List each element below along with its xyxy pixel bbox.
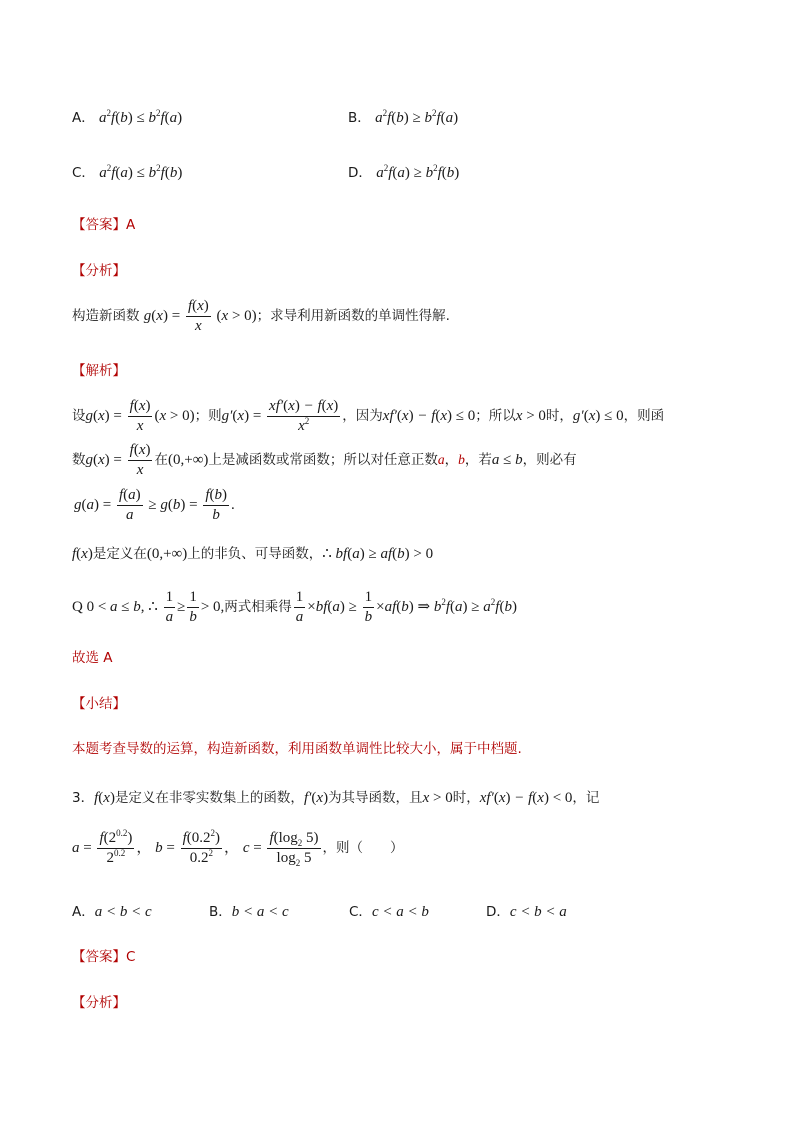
formula: ∴ bf(a) ≥ af(b) > 0 bbox=[322, 546, 434, 562]
text-span: 数 bbox=[72, 451, 86, 468]
formula: g(x) = $\frac{f(x)}{x}$ bbox=[85, 442, 151, 478]
option-c bbox=[72, 161, 182, 182]
text-span: 上的非负、可导函数， bbox=[187, 546, 323, 562]
var-b: b bbox=[458, 451, 465, 467]
formula: (0,+∞) bbox=[146, 546, 188, 562]
text-span: 是定义在 bbox=[92, 546, 147, 562]
formula: a ≤ b bbox=[491, 451, 523, 468]
formula: f(x) bbox=[72, 546, 93, 562]
text-span: ，若 bbox=[464, 451, 492, 468]
solution-tag: 【解析】 bbox=[72, 363, 126, 379]
answer-value: A bbox=[126, 217, 136, 233]
option-label: A． bbox=[72, 110, 95, 126]
option-label: C． bbox=[72, 165, 95, 181]
option-expr: $a^2f(b) \ge b^2f(a)$ bbox=[375, 108, 459, 126]
question-3-definitions bbox=[72, 830, 404, 867]
question-number: 3． bbox=[72, 790, 95, 806]
text-span: 为其导函数，且 bbox=[328, 790, 423, 806]
option-label: B． bbox=[348, 110, 371, 126]
text-span: ，记 bbox=[572, 790, 600, 806]
formula: Q 0 < a ≤ b, ∴ $\frac{1}{a}$ ≥ $\frac{1}{b}$ > 0, bbox=[72, 589, 225, 625]
option-a bbox=[72, 106, 182, 127]
option-label: D． bbox=[348, 165, 372, 181]
option-b bbox=[348, 106, 458, 127]
text-span: 两式相乘得 bbox=[224, 598, 292, 615]
q3-option-a bbox=[72, 900, 152, 921]
analysis-text bbox=[72, 298, 450, 335]
answer-tag: 【答案】 bbox=[72, 949, 126, 965]
text-span: 在 bbox=[154, 451, 168, 468]
text-span: 时， bbox=[545, 407, 573, 424]
text-span: ，则（ ） bbox=[322, 839, 404, 856]
option-d bbox=[348, 161, 459, 182]
option-label: A． bbox=[72, 904, 95, 920]
solution-line-2 bbox=[72, 442, 577, 479]
text-span: ，因为 bbox=[342, 407, 383, 424]
formula: g′(x) = $\frac{xf'(x) - f(x)}{x^2}$ bbox=[221, 398, 339, 434]
summary-text: 本题考查导数的运算，构造新函数，利用函数单调性比较大小，属于中档题. bbox=[72, 741, 522, 757]
q3-option-b bbox=[209, 900, 289, 921]
text-span: ；求导利用新函数的单调性得解. bbox=[256, 307, 450, 324]
formula: x > 0 bbox=[422, 790, 453, 806]
analysis-tag: 【分析】 bbox=[72, 263, 126, 279]
text-span: 是定义在非零实数集上的函数， bbox=[114, 790, 304, 806]
formula: (0,+∞) bbox=[167, 451, 209, 468]
q3-option-d bbox=[486, 900, 567, 921]
answer-value: C bbox=[126, 949, 136, 965]
conclusion: 故选 A bbox=[72, 650, 113, 666]
formula: g′(x) ≤ 0 bbox=[572, 407, 624, 424]
formula: g(a) = $\frac{f(a)}{a}$ ≥ g(b) = $\frac{f(b)}{b}$ . bbox=[74, 487, 235, 523]
formula: g(x) = $\frac{f(x)}{x}$ (x > 0) bbox=[85, 398, 195, 434]
formula: x > 0 bbox=[515, 407, 546, 424]
text-span: 时， bbox=[452, 790, 480, 806]
option-label: D． bbox=[486, 904, 510, 920]
text-span: 构造新函数 bbox=[72, 307, 140, 324]
text-span: ，则函 bbox=[623, 407, 665, 424]
option-label: C． bbox=[349, 904, 372, 920]
q3-answer-line bbox=[72, 945, 135, 965]
answer-line bbox=[72, 213, 135, 233]
formula: a = $\frac{f(2^{0.2})}{2^{0.2}}$ ， b = $\frac{f(0.2^2)}{0.2^2}$ ， c = $\frac{f(\log_2 5)}{\log_2 5}$ bbox=[72, 828, 319, 868]
option-expr: c < a < b bbox=[371, 904, 429, 920]
text-span: ；所以 bbox=[475, 407, 516, 424]
solution-line-4 bbox=[72, 542, 433, 563]
formula: xf′(x) − f(x) < 0 bbox=[479, 790, 573, 806]
option-label: B． bbox=[209, 904, 232, 920]
option-expr: c < b < a bbox=[509, 904, 567, 920]
text-span: ， bbox=[444, 451, 459, 468]
text-span: 上是减函数或常函数；所以对任意正数 bbox=[208, 451, 438, 468]
summary-tag: 【小结】 bbox=[72, 696, 126, 712]
formula: g(x) = $\frac{f(x)}{x}$ (x > 0) bbox=[143, 298, 257, 334]
solution-line-3 bbox=[74, 487, 235, 524]
solution-line-1 bbox=[72, 398, 664, 435]
text-span: ，则必有 bbox=[522, 451, 577, 468]
option-expr: $a^2f(b) \le b^2f(a)$ bbox=[99, 108, 183, 126]
text-span: 设 bbox=[72, 407, 86, 424]
formula: xf′(x) − f(x) ≤ 0 bbox=[382, 407, 476, 424]
formula: $\frac{1}{a}$ ×bf(a) ≥ $\frac{1}{b}$ ×af(b) ⇒ $b^2f(a) \ge a^2f(b)$ bbox=[295, 589, 517, 625]
var-a: a bbox=[437, 451, 445, 467]
formula: f′(x) bbox=[303, 790, 329, 806]
option-expr: $a^2f(a) \ge b^2f(b)$ bbox=[376, 163, 460, 181]
formula: f(x) bbox=[94, 790, 115, 806]
solution-line-5 bbox=[72, 589, 517, 626]
text-span: ；则 bbox=[194, 407, 222, 424]
q3-analysis-tag: 【分析】 bbox=[72, 995, 126, 1011]
answer-tag: 【答案】 bbox=[72, 217, 126, 233]
option-expr: b < a < c bbox=[231, 904, 289, 920]
option-expr: a < b < c bbox=[94, 904, 152, 920]
q3-option-c bbox=[349, 900, 429, 921]
option-expr: $a^2f(a) \le b^2f(b)$ bbox=[99, 163, 183, 181]
question-3-stem bbox=[72, 786, 599, 807]
